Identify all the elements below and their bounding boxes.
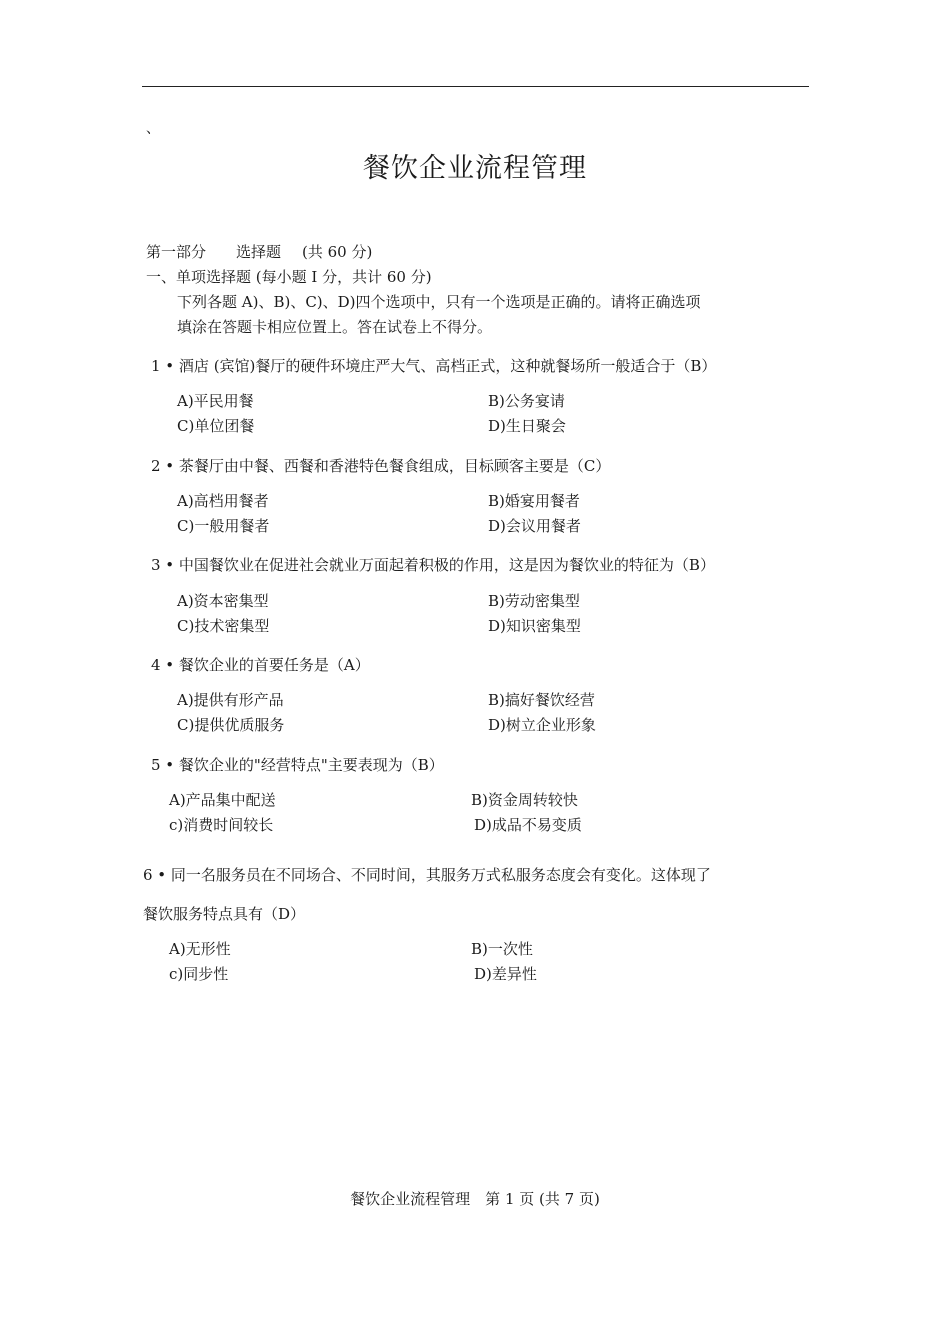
subsection-heading: 一、单项选择题 (每小题 I 分，共计 60 分): [146, 268, 432, 286]
question-6-stem-continued: 餐饮服务特点具有（D）: [143, 905, 306, 923]
question-4-option-a: A)提供有形产品: [177, 691, 284, 709]
question-2-stem: 2 • 茶餐厅由中餐、西餐和香港特色餐食组成，目标顾客主要是（C）: [151, 457, 611, 475]
question-6-stem: 6 • 同一名服务员在不同场合、不同时间，其服务万式私服务态度会有变化。这体现了: [143, 866, 711, 884]
question-3-option-a: A)资本密集型: [177, 592, 269, 610]
question-6-option-c: c)同步性: [169, 965, 229, 983]
question-5-stem: 5 • 餐饮企业的"经营特点"主要表现为（B）: [151, 756, 444, 774]
page-footer: 餐饮企业流程管理 第 1 页 (共 7 页): [350, 1190, 600, 1208]
header-rule: [142, 86, 809, 87]
question-4-stem: 4 • 餐饮企业的首要任务是（A）: [151, 656, 370, 674]
section-score: (共 60 分): [302, 243, 373, 261]
question-1-option-a: A)平民用餐: [177, 392, 254, 410]
stray-mark: 、: [146, 121, 160, 137]
instruction-line-1: 下列各题 A)、B)、C)、D)四个选项中，只有一个选项是正确的。请将正确选项: [177, 293, 701, 311]
question-3-option-c: C)技术密集型: [177, 617, 270, 635]
question-2-option-a: A)高档用餐者: [177, 492, 269, 510]
question-2-option-d: D)会议用餐者: [488, 517, 581, 535]
question-3-option-b: B)劳动密集型: [488, 592, 580, 610]
question-2-option-c: C)一般用餐者: [177, 517, 270, 535]
section-part: 第一部分: [146, 243, 207, 261]
question-5-option-b: B)资金周转较快: [471, 791, 578, 809]
instruction-line-2: 填涂在答题卡相应位置上。答在试卷上不得分。: [177, 318, 493, 336]
question-6-option-b: B)一次性: [471, 940, 533, 958]
question-1-option-d: D)生日聚会: [488, 417, 566, 435]
question-5-option-a: A)产品集中配送: [169, 791, 276, 809]
question-4-option-d: D)树立企业形象: [488, 716, 596, 734]
question-1-option-b: B)公务宴请: [488, 392, 565, 410]
question-5-option-c: c)消费时间较长: [169, 816, 274, 834]
question-4-option-b: B)搞好餐饮经营: [488, 691, 595, 709]
question-3-option-d: D)知识密集型: [488, 617, 581, 635]
question-2-option-b: B)婚宴用餐者: [488, 492, 580, 510]
document-title: 餐饮企业流程管理: [363, 153, 587, 184]
question-1-stem: 1 • 酒店 (宾馆)餐厅的硬件环境庄严大气、高档正式，这种就餐场所一般适合于（B）: [151, 357, 717, 375]
question-1-option-c: C)单位团餐: [177, 417, 255, 435]
question-6-option-a: A)无形性: [169, 940, 231, 958]
question-3-stem: 3 • 中国餐饮业在促进社会就业万面起着积极的作用，这是因为餐饮业的特征为（B）: [151, 556, 715, 574]
section-name: 选择题: [236, 243, 282, 261]
question-6-option-d: D)差异性: [474, 965, 537, 983]
question-4-option-c: C)提供优质服务: [177, 716, 285, 734]
question-5-option-d: D)成品不易变质: [474, 816, 582, 834]
